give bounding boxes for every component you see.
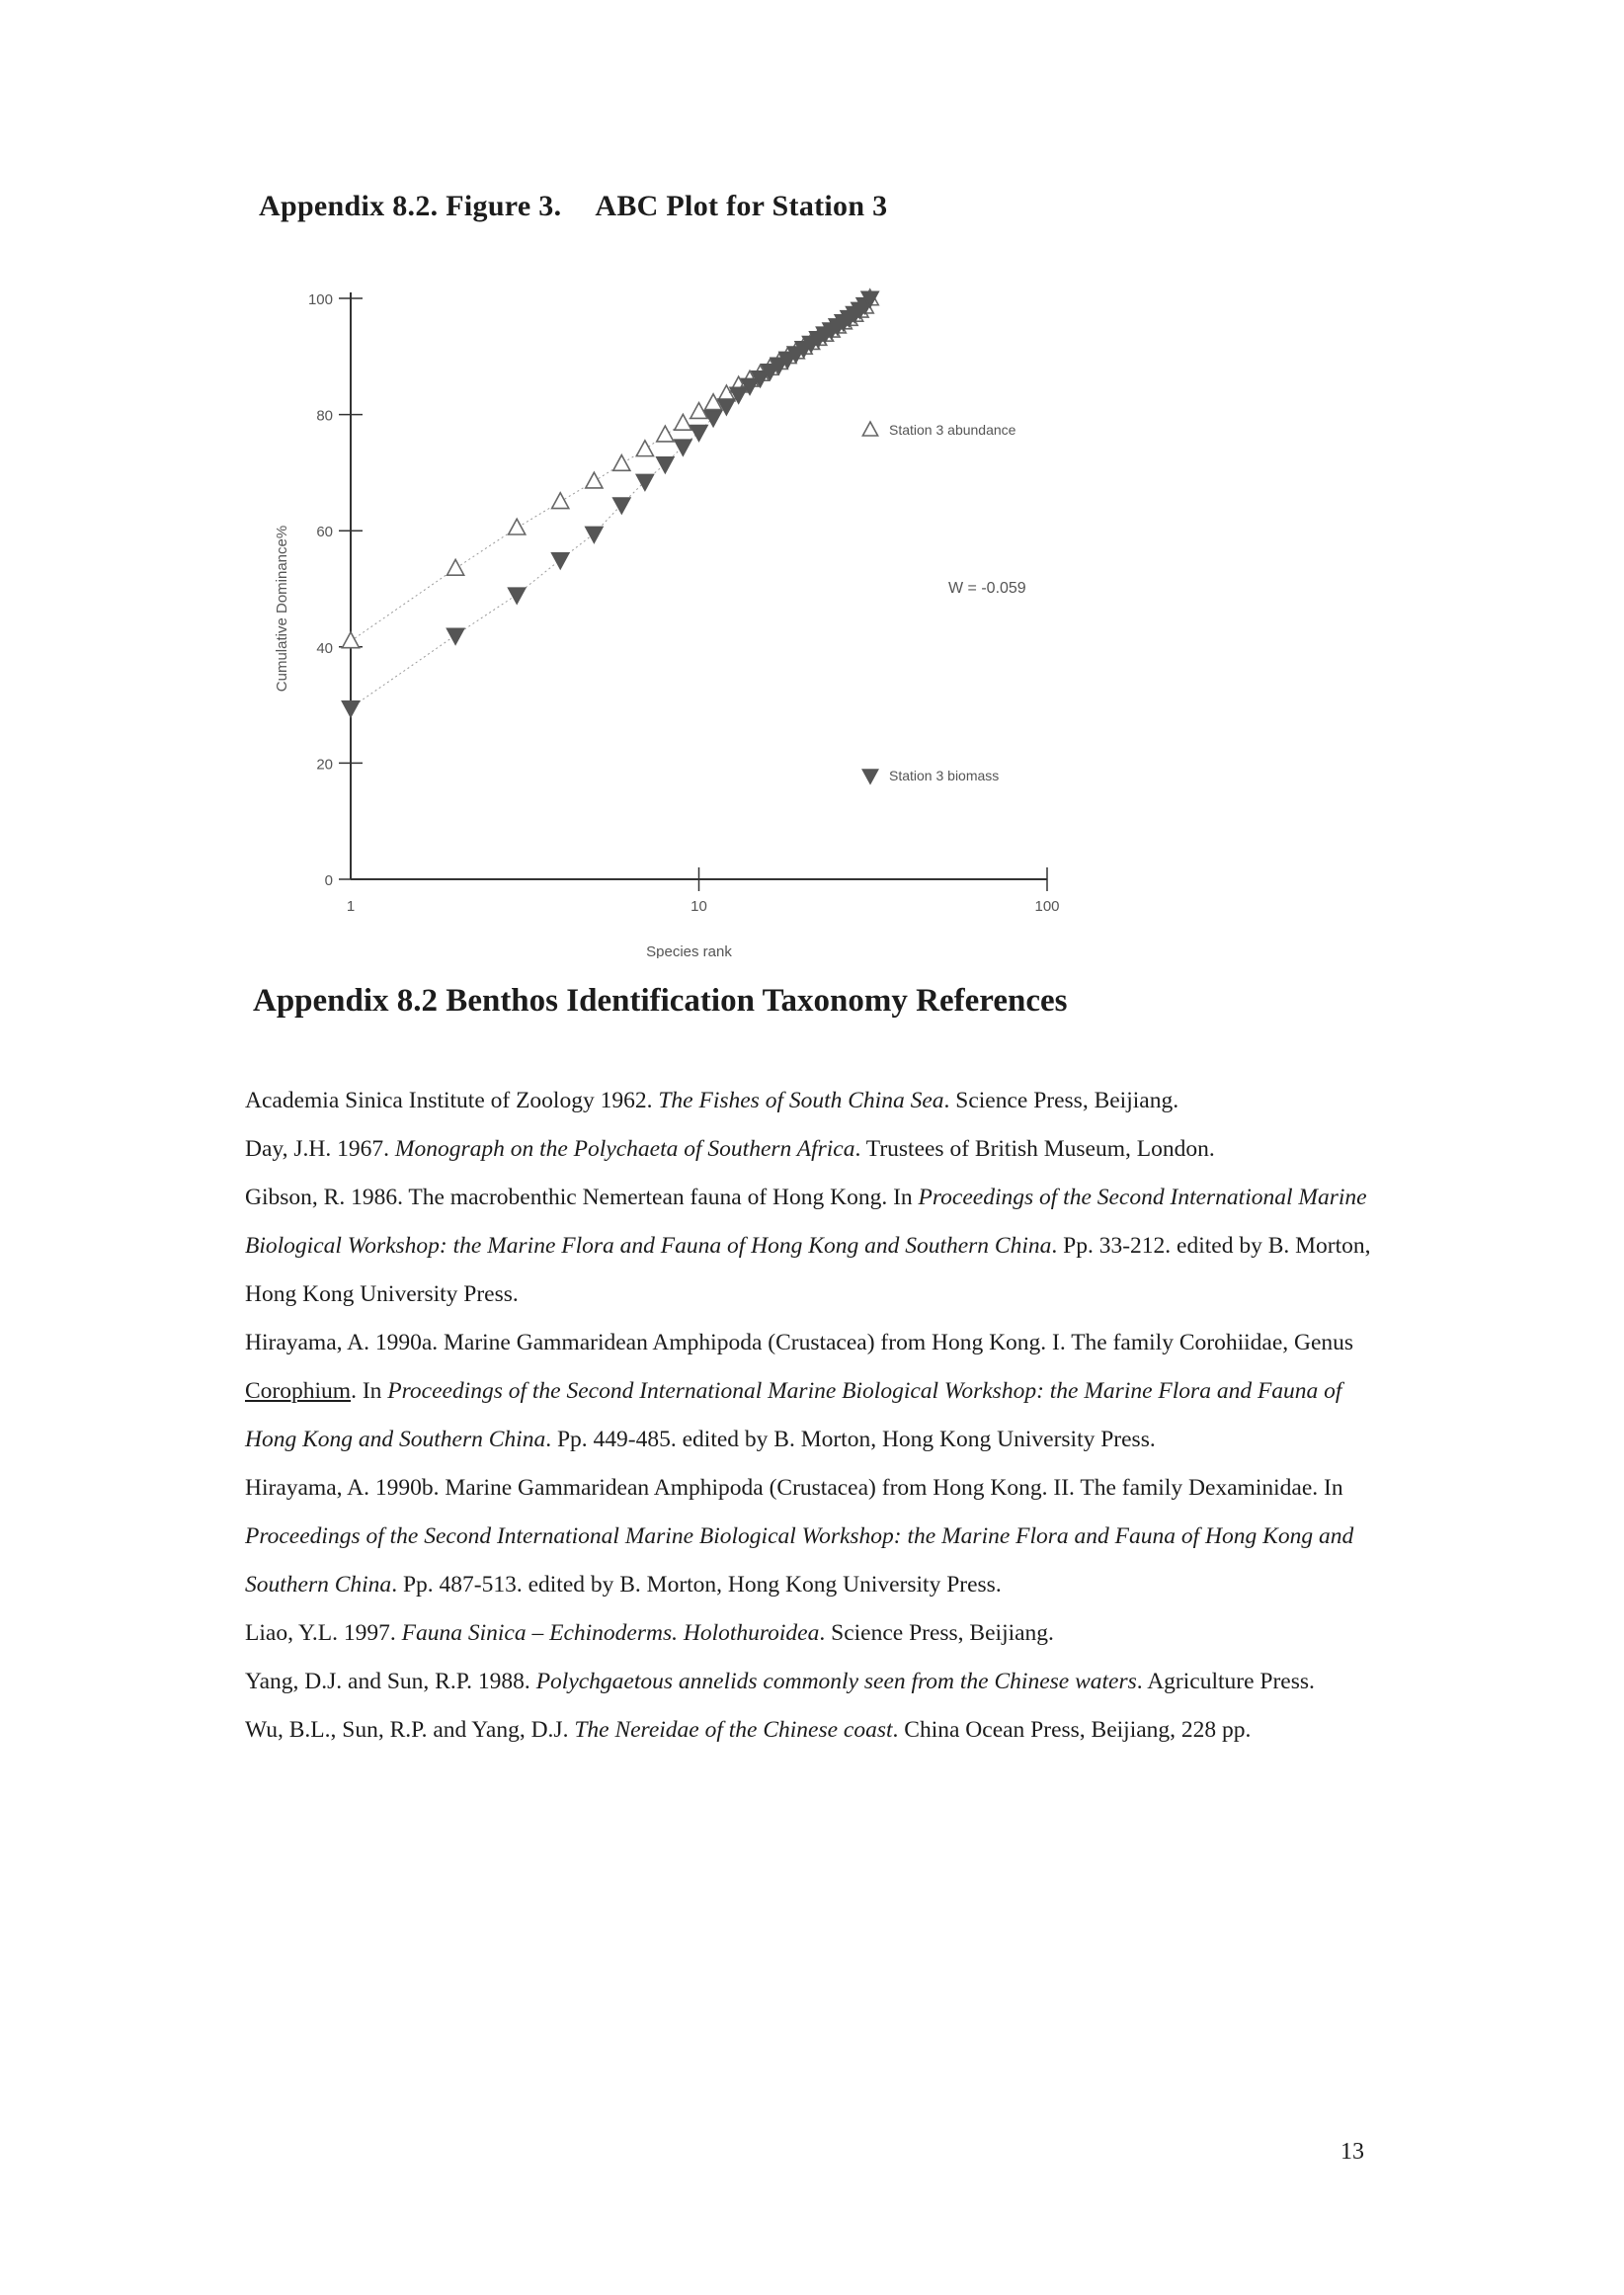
reference-it: Fauna Sinica – Echinoderms. Holothuroidea bbox=[401, 1620, 820, 1646]
abundance-point bbox=[447, 559, 464, 575]
biomass-point bbox=[657, 457, 674, 473]
reference-post: . Pp. 33-212. edited by B. Morton, Hong Kong University Press. bbox=[245, 1233, 1371, 1307]
reference-post: . Pp. 487-513. edited by B. Morton, Hong Kong University Press. bbox=[391, 1572, 1002, 1598]
reference-post: . Pp. 449-485. edited by B. Morton, Hong Kong University Press. bbox=[545, 1427, 1156, 1452]
x-axis-label: Species rank bbox=[646, 943, 732, 958]
abundance-point bbox=[586, 472, 603, 488]
y-tick-label: 20 bbox=[316, 756, 333, 774]
reference-it: Polychgaetous annelids commonly seen from the Chinese waters bbox=[535, 1669, 1137, 1694]
reference-it: Monograph on the Polychaeta of Southern Africa bbox=[394, 1136, 855, 1162]
reference-item bbox=[245, 1609, 1381, 1658]
x-tick-label: 100 bbox=[1034, 898, 1060, 915]
reference-it: The Fishes of South China Sea bbox=[658, 1088, 944, 1113]
abundance-point bbox=[636, 441, 653, 456]
abundance-point bbox=[675, 414, 691, 430]
reference-item bbox=[245, 1464, 1381, 1609]
legend-label: Station 3 abundance bbox=[889, 422, 1016, 438]
reference-it: Proceedings of the Second International Marine Biological Workshop: the Marine Flora and Fauna of Hong Kong and Southern China bbox=[245, 1378, 1342, 1452]
y-tick-label: 100 bbox=[307, 291, 333, 308]
reference-pre: Day, J.H. 1967. bbox=[245, 1136, 395, 1162]
biomass-point bbox=[613, 498, 630, 514]
reference-it: The Nereidae of the Chinese coast bbox=[574, 1717, 893, 1743]
biomass-point bbox=[636, 474, 653, 490]
y-tick-label: 60 bbox=[316, 524, 333, 541]
legend-label: Station 3 biomass bbox=[889, 768, 1000, 783]
reference-pre: Academia Sinica Institute of Zoology 1962. bbox=[245, 1088, 659, 1113]
figure-number: Appendix 8.2. Figure 3. bbox=[259, 190, 562, 222]
abundance-point bbox=[342, 632, 359, 648]
biomass-point bbox=[509, 588, 526, 604]
x-tick-label: 10 bbox=[690, 898, 707, 915]
reference-item bbox=[245, 1319, 1381, 1464]
reference-list bbox=[245, 1077, 1381, 1755]
reference-pre: Wu, B.L., Sun, R.P. and Yang, D.J. bbox=[245, 1717, 575, 1743]
chart-legend bbox=[862, 422, 1015, 783]
series-markers bbox=[342, 289, 878, 717]
biomass-point bbox=[552, 553, 569, 569]
reference-post: . Science Press, Beijiang. bbox=[943, 1088, 1179, 1113]
y-tick-label: 40 bbox=[316, 639, 333, 657]
legend-marker bbox=[862, 770, 877, 783]
y-tick-label: 0 bbox=[324, 872, 333, 889]
abundance-point bbox=[613, 455, 630, 471]
legend-marker bbox=[862, 422, 877, 436]
biomass-point bbox=[447, 628, 464, 644]
reference-it: Proceedings of the Second International Marine Biological Workshop: the Marine Flora and Fauna of Hong Kong and Southern China bbox=[245, 1185, 1367, 1259]
abc-plot bbox=[247, 267, 1136, 958]
reference-pre: Yang, D.J. and Sun, R.P. 1988. bbox=[245, 1669, 536, 1694]
chart-labels bbox=[274, 291, 1060, 958]
page-number: 13 bbox=[1340, 2139, 1364, 2165]
reference-pre: Gibson, R. 1986. The macrobenthic Nemertean fauna of Hong Kong. In bbox=[245, 1185, 919, 1210]
x-tick-label: 1 bbox=[346, 898, 356, 915]
chart-axes bbox=[339, 292, 1047, 891]
figure-title: ABC Plot for Station 3 bbox=[595, 190, 888, 222]
biomass-point bbox=[675, 440, 691, 455]
reference-item bbox=[245, 1174, 1381, 1319]
biomass-point bbox=[586, 527, 603, 542]
reference-pre: Hirayama, A. 1990a. Marine Gammaridean Amphipoda (Crustacea) from Hong Kong. I. The family Corohiidae, Genus bbox=[245, 1330, 1354, 1355]
abundance-point bbox=[509, 519, 526, 534]
biomass-point bbox=[690, 425, 707, 441]
reference-post: . Trustees of British Museum, London. bbox=[854, 1136, 1215, 1162]
reference-ul: Corophium bbox=[245, 1378, 352, 1404]
reference-item bbox=[245, 1125, 1381, 1174]
y-axis-label: Cumulative Dominance% bbox=[274, 525, 290, 693]
abundance-point bbox=[657, 426, 674, 442]
reference-post: . Science Press, Beijiang. bbox=[819, 1620, 1054, 1646]
figure-caption bbox=[259, 190, 887, 223]
y-tick-label: 80 bbox=[316, 407, 333, 425]
biomass-point bbox=[342, 701, 359, 717]
reference-item bbox=[245, 1658, 1381, 1706]
reference-mid: . In bbox=[351, 1378, 388, 1404]
section-title: Appendix 8.2 Benthos Identification Taxonomy References bbox=[253, 983, 1068, 1019]
reference-item bbox=[245, 1706, 1381, 1755]
reference-post: . China Ocean Press, Beijiang, 228 pp. bbox=[892, 1717, 1252, 1743]
reference-it: Proceedings of the Second International Marine Biological Workshop: the Marine Flora and Fauna of Hong Kong and Southern China bbox=[245, 1523, 1354, 1598]
reference-post: . Agriculture Press. bbox=[1136, 1669, 1315, 1694]
w-statistic-annotation: W = -0.059 bbox=[948, 580, 1026, 597]
reference-pre: Hirayama, A. 1990b. Marine Gammaridean Amphipoda (Crustacea) from Hong Kong. II. The family Dexaminidae. In bbox=[245, 1475, 1343, 1501]
abundance-point bbox=[552, 493, 569, 509]
reference-item bbox=[245, 1077, 1381, 1125]
reference-pre: Liao, Y.L. 1997. bbox=[245, 1620, 402, 1646]
